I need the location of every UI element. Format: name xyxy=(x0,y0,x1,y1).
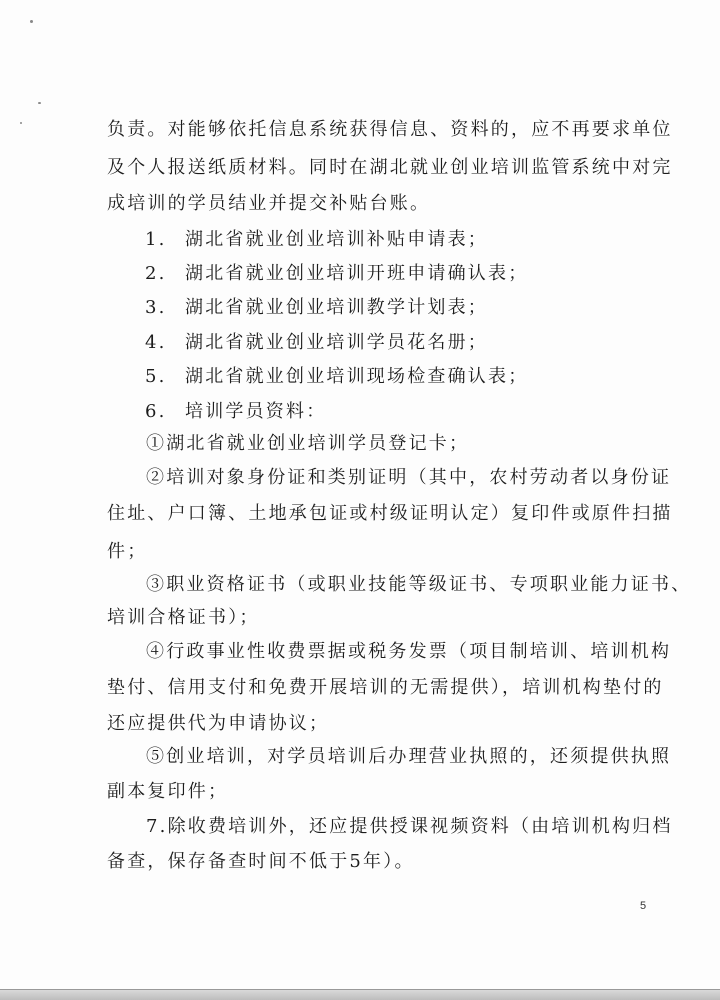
list-item xyxy=(145,331,488,355)
sub-item-line: ④行政事业性收费票据或税务发票（项目制培训、培训机构 xyxy=(146,641,672,662)
sub-item-line: 7.除收费培训外，还应提供授课视频资料（由培训机构归档 xyxy=(146,816,673,837)
list-number: 5. xyxy=(145,366,167,387)
list-item xyxy=(145,296,488,320)
list-item xyxy=(145,262,528,286)
list-text: 湖北省就业创业培训开班申请确认表； xyxy=(185,263,529,284)
sub-item-line: 住址、户口簿、土地承包证或村级证明认定）复印件或原件扫描 xyxy=(107,503,673,524)
page-number: 5 xyxy=(640,900,647,912)
list-number: 1. xyxy=(145,229,167,250)
list-text: 培训学员资料： xyxy=(185,401,327,422)
body-line: 成培训的学员结业并提交补贴台账。 xyxy=(107,193,431,214)
sub-item-line: ②培训对象身份证和类别证明（其中，农村劳动者以身份证 xyxy=(146,467,672,488)
list-number: 6. xyxy=(145,401,167,422)
sub-item-line: 垫付、信用支付和免费开展培训的无需提供），培训机构垫付的 xyxy=(107,677,664,698)
list-item xyxy=(145,228,488,252)
sub-item-line: 副本复印件； xyxy=(107,781,229,802)
sub-item-line: 备查，保存备查时间不低于5年）。 xyxy=(107,851,415,872)
sub-item-line: 还应提供代为申请协议； xyxy=(107,713,330,734)
body-line: 及个人报送纸质材料。同时在湖北就业创业培训监管系统中对完 xyxy=(107,157,673,178)
sub-item-line: ⑤创业培训，对学员培训后办理营业执照的，还须提供执照 xyxy=(146,746,672,767)
list-text: 湖北省就业创业培训补贴申请表； xyxy=(185,229,488,250)
scan-speck xyxy=(38,102,41,104)
list-number: 2. xyxy=(145,263,167,284)
list-text: 湖北省就业创业培训现场检查确认表； xyxy=(185,366,529,387)
sub-item-line: 培训合格证书）； xyxy=(107,607,260,628)
list-item xyxy=(145,365,528,389)
list-number: 4. xyxy=(145,332,167,353)
body-line: 负责。对能够依托信息系统获得信息、资料的，应不再要求单位 xyxy=(107,119,673,140)
sub-item-line: ①湖北省就业创业培训学员登记卡； xyxy=(146,433,470,454)
scan-speck xyxy=(30,20,33,23)
sub-item-line: 件； xyxy=(107,541,148,562)
list-item xyxy=(145,400,326,424)
list-text: 湖北省就业创业培训学员花名册； xyxy=(185,332,488,353)
scan-edge xyxy=(0,989,720,1000)
sub-item-line: ③职业资格证书（或职业技能等级证书、专项职业能力证书、 xyxy=(146,574,692,595)
list-number: 3. xyxy=(145,297,167,318)
list-text: 湖北省就业创业培训教学计划表； xyxy=(185,297,488,318)
scan-speck xyxy=(20,122,22,124)
